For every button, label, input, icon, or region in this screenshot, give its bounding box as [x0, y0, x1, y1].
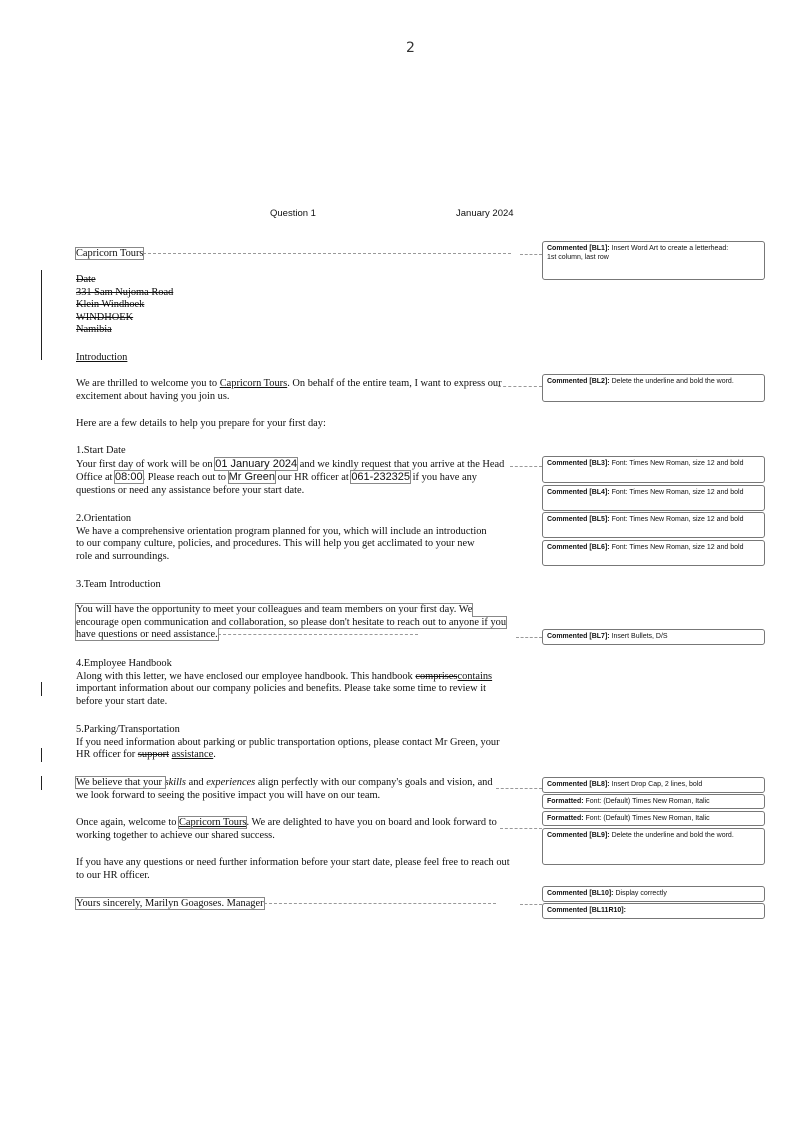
- deleted-text: comprises: [415, 670, 458, 682]
- comment-text: Font: Times New Roman, size 12 and bold: [611, 460, 744, 467]
- comment-text: Font: (Default) Times New Roman, Italic: [585, 798, 710, 805]
- company-name-underlined: Capricorn Tours: [219, 378, 288, 389]
- header-date: January 2024: [456, 208, 514, 219]
- comment-label: Commented [BL7]:: [547, 633, 610, 640]
- comment-text: Display correctly: [615, 890, 667, 897]
- hr-name-value: Mr Green: [228, 471, 276, 483]
- comment-leader: [264, 903, 496, 904]
- comment-label: Commented [BL5]:: [547, 516, 610, 523]
- section-parking: [76, 724, 500, 762]
- section-start-date: [76, 445, 512, 497]
- paragraph-welcome: [76, 378, 508, 403]
- introduction-heading: Introduction: [76, 352, 128, 363]
- text-run: . We are delighted to have you on board and look forward to working together to achieve our shared success.: [76, 817, 497, 841]
- formatted-note-2[interactable]: [542, 811, 765, 826]
- comment-bl7[interactable]: [542, 629, 765, 645]
- change-bar: [41, 776, 42, 790]
- comment-text: Font: (Default) Times New Roman, Italic: [585, 815, 710, 822]
- change-bar: [41, 270, 42, 360]
- address-line: 331 Sam Nujoma Road: [76, 286, 174, 298]
- comment-bl9[interactable]: [542, 828, 765, 865]
- handwritten-page-number: 2: [406, 40, 415, 56]
- comment-text: 1st column, last row: [547, 254, 609, 261]
- paragraph-believe: [76, 777, 506, 802]
- comment-text: Insert Drop Cap, 2 lines, bold: [611, 781, 703, 788]
- closing-line: [76, 898, 516, 911]
- text-run: Along with this letter, we have enclosed our employee handbook. This handbook: [76, 670, 416, 682]
- start-date-value: 01 January 2024: [215, 457, 298, 470]
- text-run: Once again, welcome to: [76, 817, 179, 828]
- comment-text: Delete the underline and bold the word.: [611, 832, 734, 839]
- comment-connector: [510, 466, 542, 467]
- change-bar: [41, 748, 42, 762]
- comment-connector: [496, 788, 542, 789]
- paragraph-details: Here are a few details to help you prepare for your first day:: [76, 418, 326, 429]
- comment-text: Font: Times New Roman, size 12 and bold: [611, 544, 744, 551]
- comment-label: Commented [BL1]:: [547, 245, 610, 252]
- header-question: Question 1: [270, 208, 316, 219]
- comment-label: Formatted:: [547, 815, 584, 822]
- address-line: Namibia: [76, 324, 112, 335]
- text-run: .: [213, 749, 216, 760]
- comment-bl3[interactable]: [542, 456, 765, 483]
- comment-label: Commented [BL11R10]:: [547, 907, 626, 914]
- section-handbook: [76, 658, 506, 708]
- inserted-text: contains: [457, 670, 493, 682]
- comment-bl11r10[interactable]: [542, 903, 765, 919]
- text-run: If you need information about parking or public transportation options, please contact Mr Green, your HR officer for: [76, 736, 500, 760]
- comment-leader: [143, 253, 511, 254]
- italic-word: skills: [164, 777, 186, 788]
- address-line: Date: [76, 274, 96, 285]
- comment-connector: [500, 828, 542, 829]
- section-team-heading: 3.Team Introduction: [76, 579, 161, 590]
- paragraph-again: [76, 817, 506, 842]
- comment-bl5[interactable]: [542, 512, 765, 538]
- address-block: [76, 274, 516, 337]
- comment-label: Commented [BL8]:: [547, 781, 610, 788]
- comment-text: Font: Times New Roman, size 12 and bold: [611, 489, 744, 496]
- phone-value: 061-232325: [351, 471, 411, 483]
- text-run: align perfectly with our company's goals and vision, and we look forward to seeing the positive impact you will have on our team.: [76, 777, 493, 801]
- section-body: [76, 671, 506, 709]
- text-run: our HR officer at: [275, 472, 352, 483]
- text-run: We believe that your: [76, 777, 165, 788]
- text-run: We are thrilled to welcome you to: [76, 378, 220, 389]
- inserted-text: assistance: [171, 749, 214, 760]
- section-body: [76, 737, 500, 762]
- comment-bl10[interactable]: [542, 886, 765, 902]
- section-heading: 4.Employee Handbook: [76, 658, 172, 669]
- comment-bl2[interactable]: [542, 374, 765, 402]
- comment-bl1[interactable]: [542, 241, 765, 280]
- comment-label: Commented [BL6]:: [547, 544, 610, 551]
- address-line: WINDHOEK: [76, 311, 134, 323]
- comment-connector: [516, 637, 542, 638]
- section-heading: 5.Parking/Transportation: [76, 724, 180, 735]
- comment-label: Commented [BL10]:: [547, 890, 614, 897]
- comment-label: Commented [BL3]:: [547, 460, 610, 467]
- company-name: Capricorn Tours: [76, 248, 144, 259]
- address-line: Klein Windhoek: [76, 299, 145, 310]
- text-run: . On behalf of the entire team, I want to express our excitement about having you join us.: [76, 378, 502, 402]
- paragraph-questions: If you have any questions or need further information before your start date, please feel free to reach out to our HR officer.: [76, 857, 510, 881]
- deleted-text: support: [137, 749, 170, 760]
- company-name-underlined: Capricorn Tours: [179, 817, 247, 828]
- text-run: You will have the opportunity to meet your colleagues and team members on your first day. We encourage open communication and collaboration, so please don't hesitate to reach out to anyone if you have questions or need assistance.: [76, 604, 507, 640]
- text-run: Your first day of work will be on: [76, 458, 216, 470]
- comment-label: Commented [BL2]:: [547, 378, 610, 385]
- section-heading: 1.Start Date: [76, 445, 126, 456]
- section-body: [76, 458, 512, 498]
- italic-word: experiences: [206, 777, 256, 788]
- text-run: . Please reach out to: [142, 472, 229, 483]
- section-body: We have a comprehensive orientation program planned for you, which will include an introduction to our company culture, policies, and procedures. This will help you get acclimated to your new role and surroundings.: [76, 525, 487, 562]
- comment-text: Font: Times New Roman, size 12 and bold: [611, 516, 744, 523]
- comment-text: Insert Bullets, D/S: [611, 633, 668, 640]
- section-heading: 2.Orientation: [76, 513, 132, 524]
- comment-leader: [218, 634, 418, 635]
- change-bar: [41, 682, 42, 696]
- section-orientation: [76, 513, 488, 563]
- comment-bl4[interactable]: [542, 485, 765, 511]
- comment-connector: [520, 904, 542, 905]
- comment-label: Commented [BL9]:: [547, 832, 610, 839]
- letterhead: [76, 248, 516, 261]
- comment-bl8[interactable]: [542, 777, 765, 793]
- comment-connector: [520, 254, 542, 255]
- comment-bl6[interactable]: [542, 540, 765, 566]
- text-run: Yours sincerely, Marilyn Goagoses. Manager: [76, 898, 264, 909]
- text-run: and: [185, 777, 207, 788]
- text-run: important information about our company policies and benefits. Please take some time to review it before your start date.: [76, 683, 487, 707]
- comment-text: Delete the underline and bold the word.: [611, 378, 734, 385]
- section-team-body: [76, 604, 514, 642]
- text-run: and we kindly request that you arrive at the Head Office at: [76, 458, 505, 483]
- start-time-value: 08:00: [115, 471, 143, 483]
- comment-connector: [498, 386, 542, 387]
- comment-label: Commented [BL4]:: [547, 489, 610, 496]
- text-run: if you have any questions or need any assistance before your start date.: [76, 472, 477, 496]
- formatted-note-1[interactable]: [542, 794, 765, 809]
- comment-label: Formatted:: [547, 798, 584, 805]
- comment-text: Insert Word Art to create a letterhead:: [611, 245, 729, 252]
